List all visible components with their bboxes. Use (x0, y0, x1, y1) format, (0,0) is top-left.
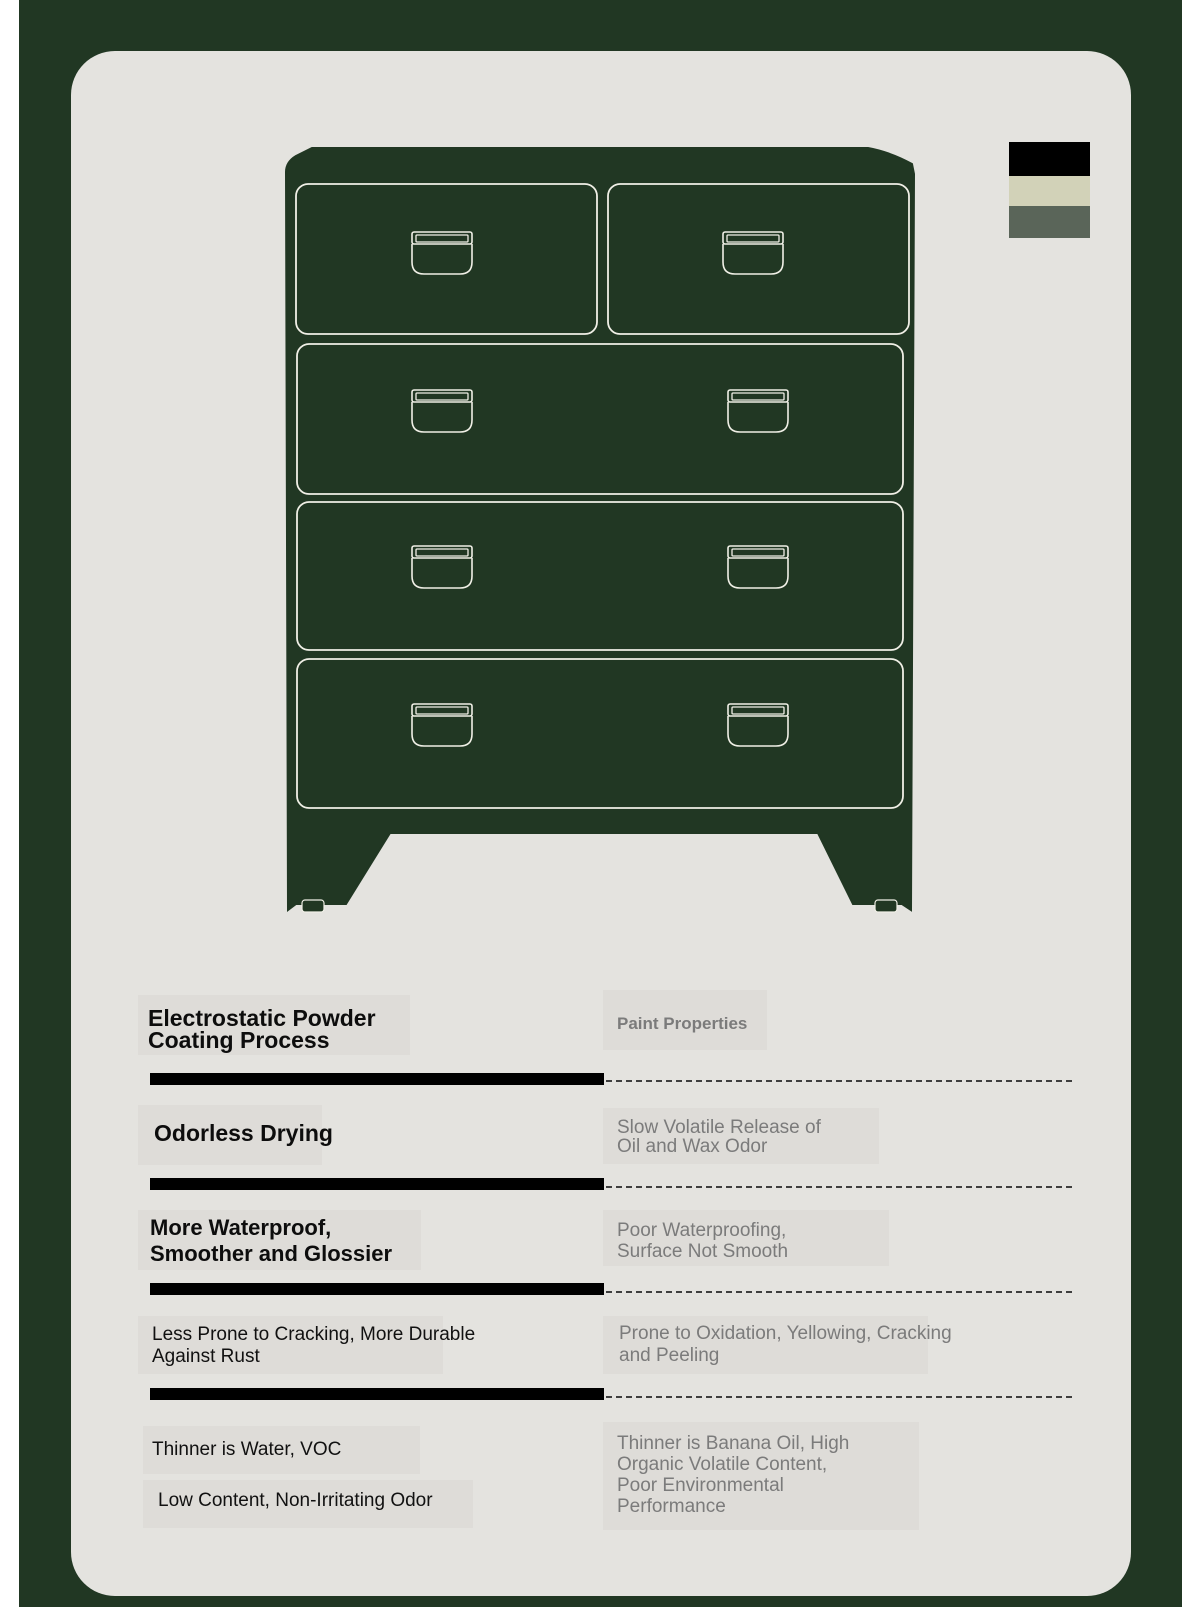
row1-left-text: Odorless Drying (154, 1120, 333, 1146)
dresser-body (286, 148, 914, 912)
paint-properties-heading: Paint Properties (617, 1014, 748, 1033)
divider-bar (150, 1073, 604, 1085)
row4-left-text-1: Thinner is Water, VOC (152, 1439, 342, 1460)
divider-bar (150, 1178, 604, 1190)
row3-left-text: Less Prone to Cracking, More Durable Against Rust (152, 1324, 476, 1367)
divider-dashed (606, 1186, 1072, 1188)
divider-bar (150, 1388, 604, 1400)
coating-process-heading: Electrostatic Powder Coating Process (148, 1005, 376, 1053)
divider-bar (150, 1283, 604, 1295)
divider-dashed (606, 1396, 1072, 1398)
row4-left-text-2: Low Content, Non-Irritating Odor (158, 1490, 433, 1511)
row4-right-text: Thinner is Banana Oil, High Organic Volatile Content, Poor Environmental Performance (617, 1433, 850, 1517)
left-foot (302, 900, 324, 912)
row2-right-text: Poor Waterproofing, Surface Not Smooth (617, 1220, 789, 1262)
row1-right-text: Slow Volatile Release of Oil and Wax Odor (617, 1117, 821, 1157)
row3-right-text: Prone to Oxidation, Yellowing, Cracking and Peeling (619, 1323, 952, 1366)
row2-left-text: More Waterproof, Smoother and Glossier (150, 1215, 393, 1266)
divider-dashed (606, 1291, 1072, 1293)
divider-dashed (606, 1080, 1072, 1082)
right-foot (875, 900, 897, 912)
